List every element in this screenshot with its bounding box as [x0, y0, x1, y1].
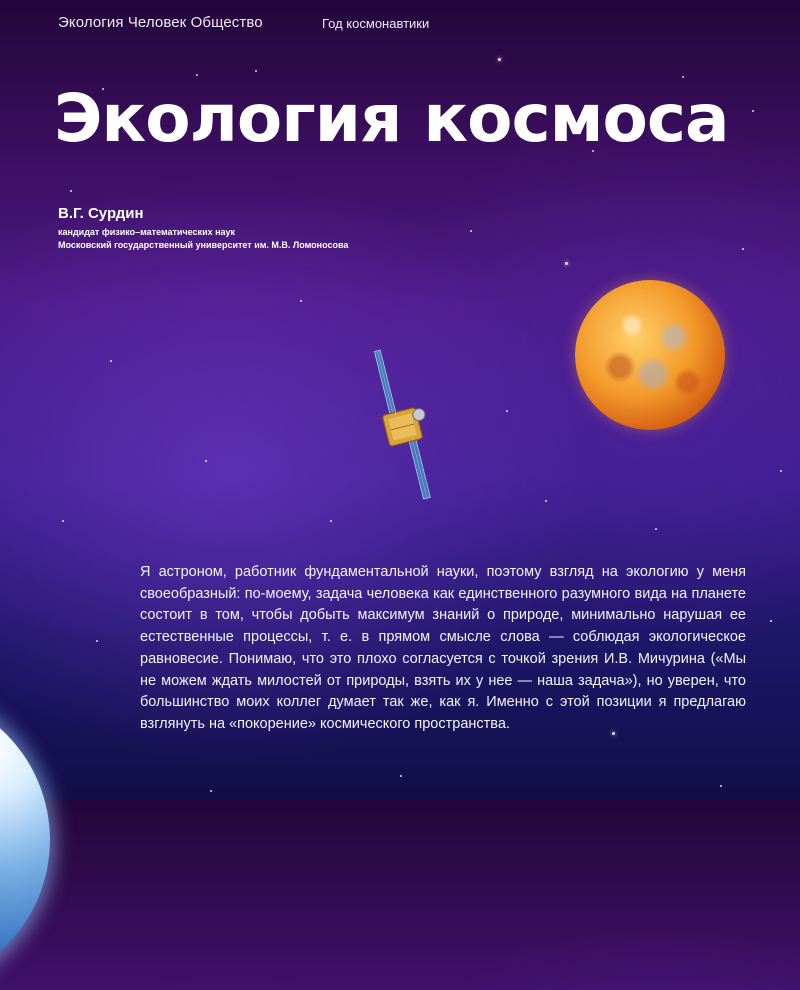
star [210, 790, 212, 792]
author-name: В.Г. Сурдин [58, 205, 144, 222]
star [752, 110, 754, 112]
star [255, 70, 257, 72]
page-title: Экология космоса [54, 80, 729, 157]
star [470, 230, 472, 232]
star [330, 520, 332, 522]
star [720, 785, 722, 787]
star [565, 262, 568, 265]
star [545, 500, 547, 502]
star [96, 640, 98, 642]
star [300, 300, 302, 302]
star [70, 190, 72, 192]
star [400, 775, 402, 777]
star [110, 360, 112, 362]
star [742, 248, 744, 250]
topic-name: Год космонавтики [322, 16, 430, 31]
mars-planet-image [575, 280, 725, 430]
star [205, 460, 207, 462]
article-body: Я астроном, работник фундаментальной науки, поэтому взгляд на экологию у меня своеобразный: по-моему, задача человека как единственного разумного вида на планете состоит в том, чтобы добыть максимум знаний о природе, минимально нарушая ее естественные процессы, т. е. в прямом смысле слова — соблюдая экологическое равновесие. Понимаю, что это плохо согласуется с точкой зрения И.В. Мичурина («Мы не можем ждать милостей от природы, взять их у нее — наша задача»), но уверен, что большинство моих коллег думает так же, как я. Именно с этой позиции я предлагаю взглянуть на «покорение» космического пространства. [140, 564, 746, 732]
star [498, 58, 501, 61]
author-block [58, 205, 348, 252]
star [682, 76, 684, 78]
star [196, 74, 198, 76]
star [770, 620, 772, 622]
star [780, 470, 782, 472]
satellite-image [355, 345, 450, 505]
star [655, 528, 657, 530]
star [506, 410, 508, 412]
author-degree: кандидат физико–математических наук [58, 227, 236, 237]
star [62, 520, 64, 522]
section-name: Экология Человек Общество [58, 14, 263, 31]
author-affiliation: Московский государственный университет им. М.В. Ломоносова [58, 240, 349, 250]
